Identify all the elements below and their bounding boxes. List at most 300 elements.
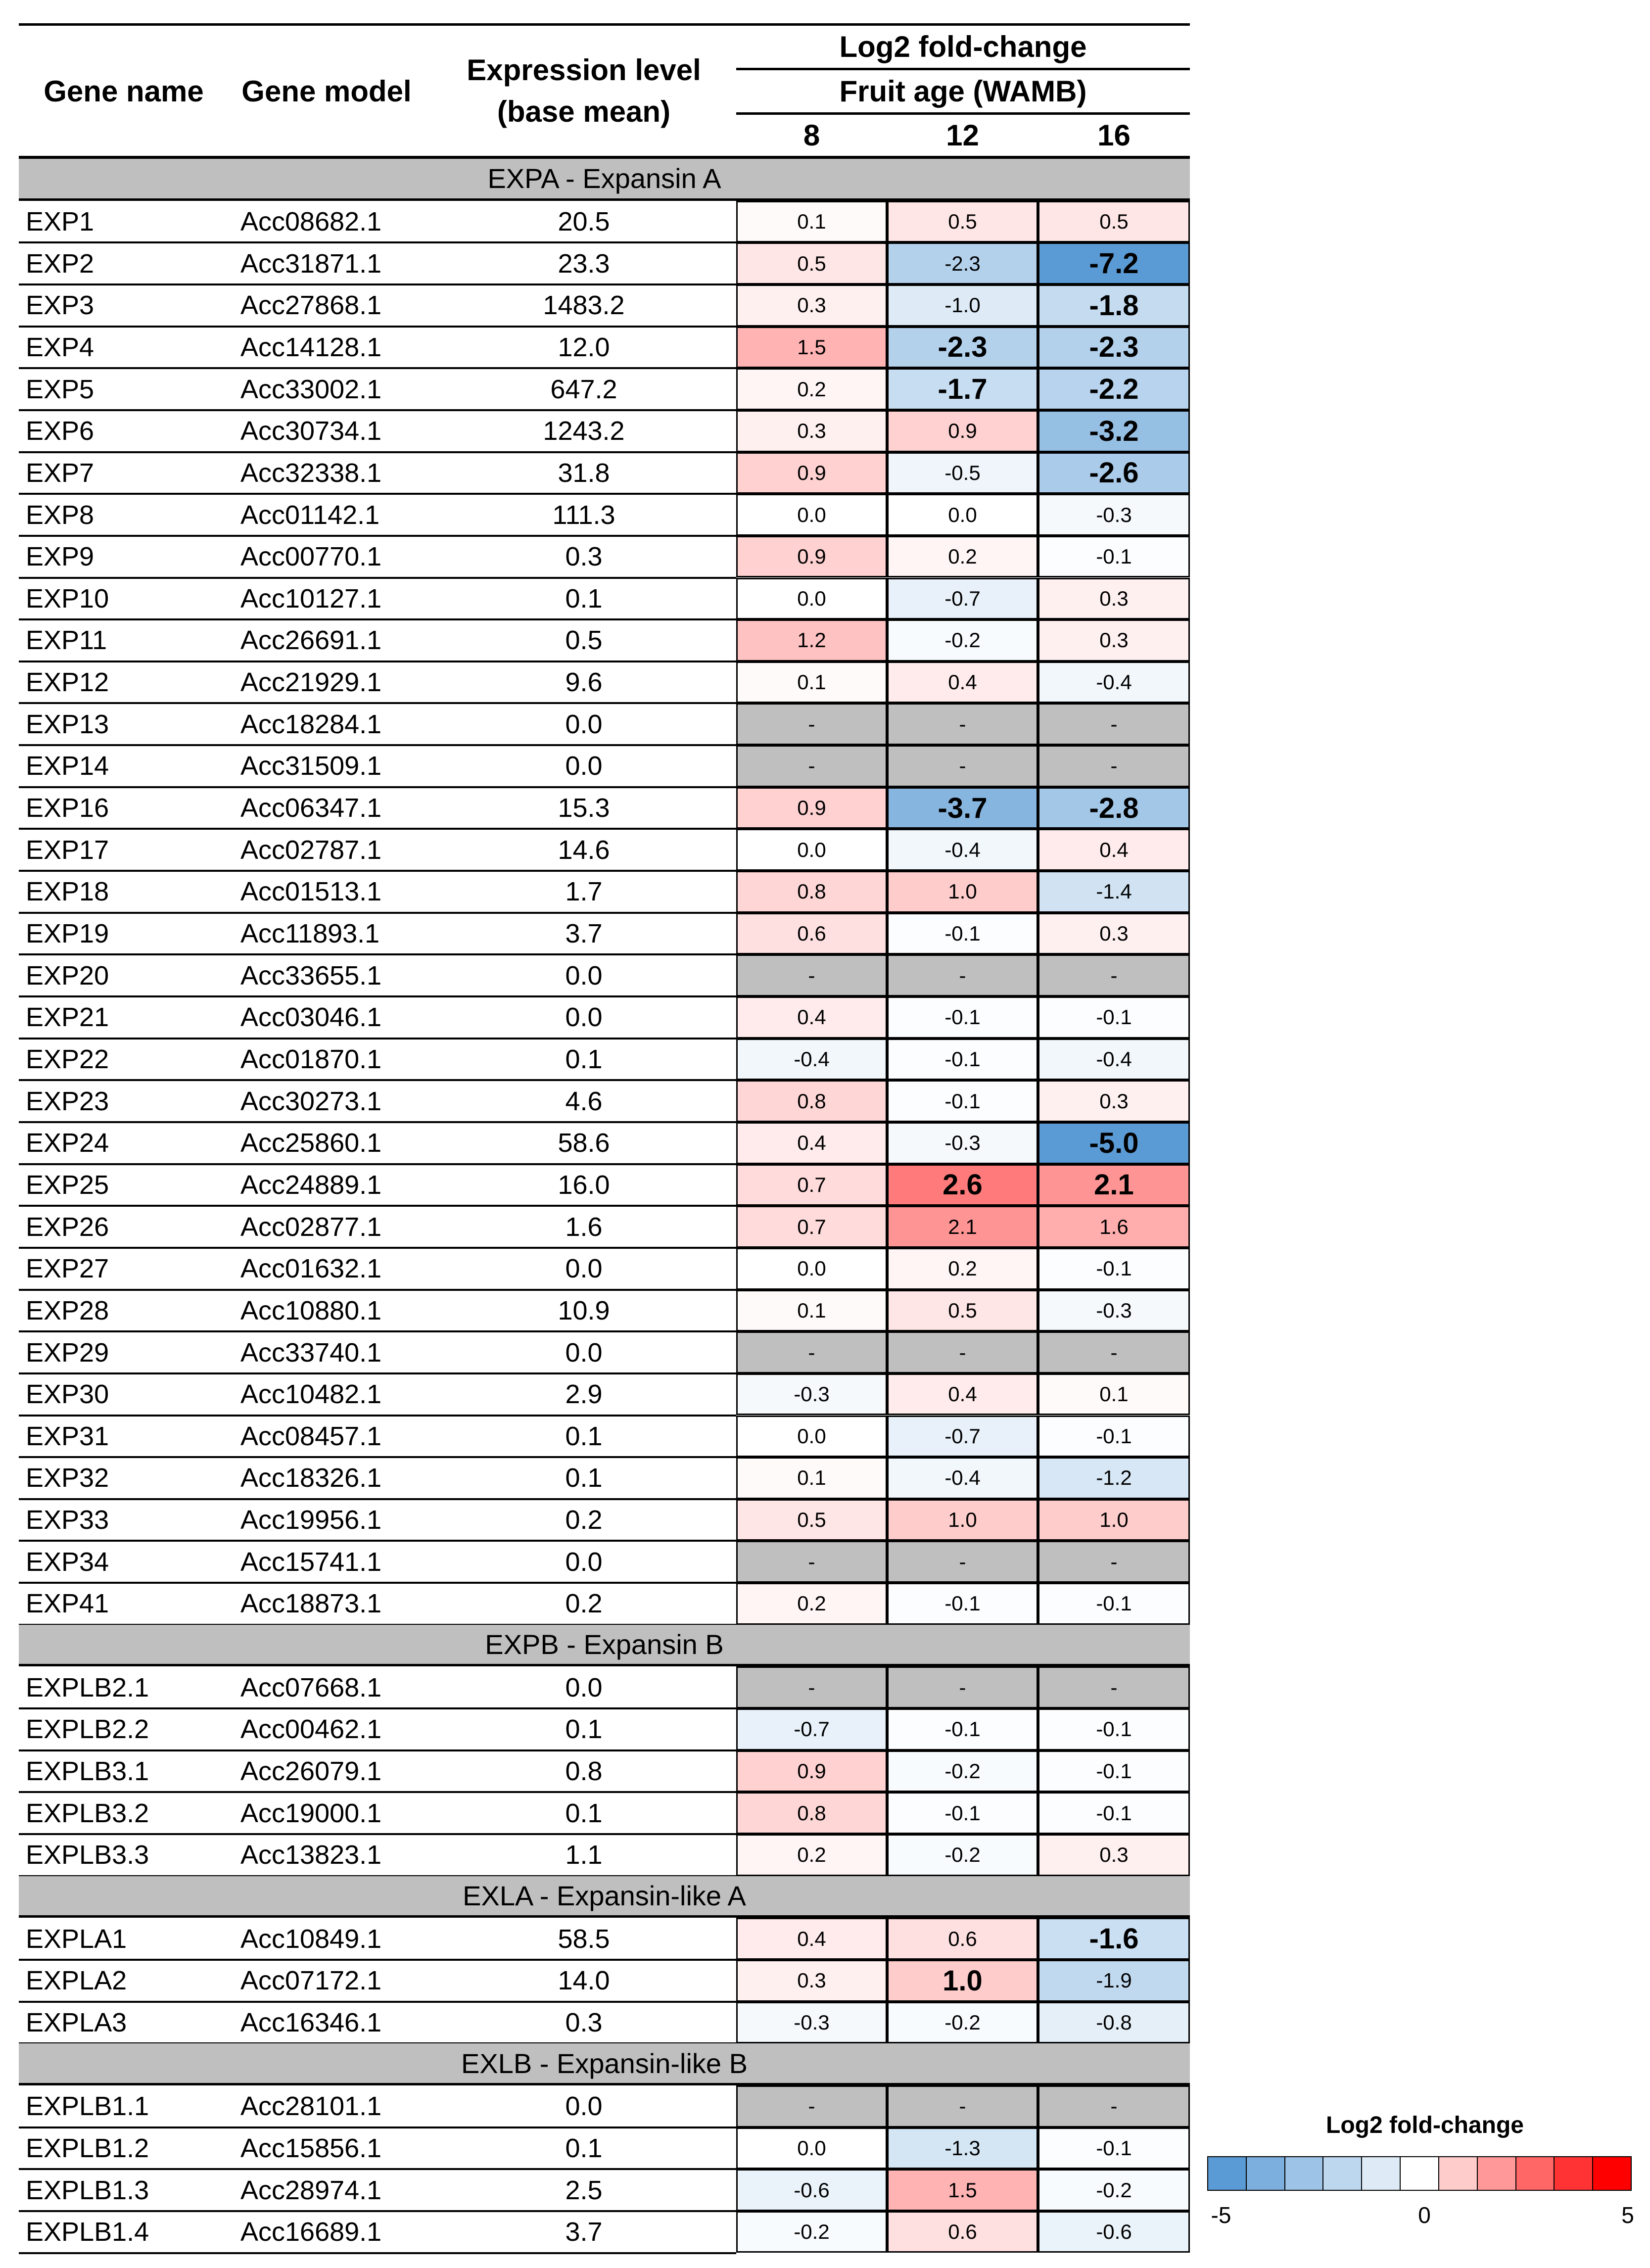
fold-change-cell: -0.3 xyxy=(1038,1290,1190,1332)
gene-name: EXP34 xyxy=(26,1547,109,1577)
fold-change-cell: - xyxy=(736,2085,887,2127)
gene-name: EXP7 xyxy=(26,458,94,488)
legend-swatch xyxy=(1247,2157,1285,2190)
legend-swatch xyxy=(1478,2157,1516,2190)
fold-change-cell: -0.1 xyxy=(1038,1248,1190,1290)
fold-change-cell: -1.8 xyxy=(1038,284,1190,327)
gene-name: EXP30 xyxy=(26,1379,109,1410)
gene-name: EXPLA3 xyxy=(26,2007,127,2037)
expression-level: 1483.2 xyxy=(543,290,625,321)
fold-change-cell: 0.4 xyxy=(887,662,1038,704)
fold-change-cell: -0.1 xyxy=(1038,1583,1190,1625)
gene-model: Acc15856.1 xyxy=(240,2133,382,2163)
expression-level: 0.0 xyxy=(565,960,603,991)
fold-change-cell: 0.1 xyxy=(736,1290,887,1332)
fold-change-cell: 1.0 xyxy=(887,1499,1038,1541)
fold-change-cell: - xyxy=(1038,2085,1190,2127)
gene-model: Acc25860.1 xyxy=(240,1128,382,1158)
fold-change-cell: -0.4 xyxy=(887,1457,1038,1499)
expression-level: 15.3 xyxy=(558,793,610,823)
expression-level: 2.5 xyxy=(565,2175,603,2205)
gene-name: EXP1 xyxy=(26,206,94,236)
fold-change-cell: - xyxy=(1038,745,1190,787)
fold-change-cell: - xyxy=(1038,1666,1190,1708)
fold-change-cell: 0.3 xyxy=(736,410,887,452)
gene-name: EXP21 xyxy=(26,1002,109,1033)
header-expression-label: Expression level xyxy=(467,53,701,87)
legend-swatch xyxy=(1593,2157,1631,2190)
gene-model: Acc18284.1 xyxy=(240,709,382,739)
gene-name: EXP6 xyxy=(26,416,94,446)
fold-change-cell: -0.1 xyxy=(1038,1708,1190,1750)
fold-change-cell: - xyxy=(1038,954,1190,996)
gene-model: Acc19956.1 xyxy=(240,1505,382,1535)
legend-swatch xyxy=(1323,2157,1362,2190)
fold-change-cell: 0.3 xyxy=(1038,1080,1190,1122)
gene-model: Acc06347.1 xyxy=(240,793,382,823)
fold-change-cell: -0.4 xyxy=(736,1039,887,1081)
gene-name: EXP41 xyxy=(26,1589,109,1619)
fold-change-cell: -0.7 xyxy=(887,1416,1038,1458)
gene-name: EXP28 xyxy=(26,1295,109,1325)
expression-level: 0.1 xyxy=(565,1463,603,1493)
gene-name: EXP25 xyxy=(26,1170,109,1200)
fold-change-cell: 0.3 xyxy=(1038,578,1190,620)
expression-level: 16.0 xyxy=(558,1170,610,1200)
fold-change-cell: 0.0 xyxy=(736,1248,887,1290)
fold-change-cell: -0.1 xyxy=(1038,1792,1190,1834)
gene-model: Acc19000.1 xyxy=(240,1798,382,1828)
expression-level: 111.3 xyxy=(552,500,615,530)
fold-change-cell: 0.4 xyxy=(736,996,887,1039)
fold-change-cell: -0.6 xyxy=(736,2169,887,2211)
fold-change-cell: - xyxy=(736,1331,887,1373)
header-gene-name: Gene name xyxy=(44,75,204,108)
fold-change-cell: 0.3 xyxy=(736,284,887,327)
fold-change-cell: - xyxy=(1038,1331,1190,1373)
fold-change-cell: - xyxy=(736,703,887,745)
expression-level: 10.9 xyxy=(558,1295,610,1325)
fold-change-cell: - xyxy=(887,1331,1038,1373)
fold-change-cell: - xyxy=(887,1666,1038,1708)
fold-change-cell: 0.1 xyxy=(736,201,887,243)
expression-level: 3.7 xyxy=(565,919,603,948)
fold-change-cell: 1.6 xyxy=(1038,1206,1190,1248)
fold-change-cell: 0.9 xyxy=(736,452,887,494)
fold-change-cell: - xyxy=(1038,703,1190,745)
expression-level: 0.1 xyxy=(565,583,603,614)
fold-change-cell: -0.1 xyxy=(1038,536,1190,578)
expression-level: 1.1 xyxy=(565,1840,603,1870)
gene-name: EXP9 xyxy=(26,542,94,572)
fold-change-cell: -0.3 xyxy=(1038,494,1190,536)
legend-swatch xyxy=(1439,2157,1478,2190)
header-expression-unit: (base mean) xyxy=(497,95,671,128)
fold-change-cell: 0.8 xyxy=(736,1080,887,1122)
fold-change-cell: 0.5 xyxy=(736,1499,887,1541)
expression-level: 0.0 xyxy=(565,709,603,739)
fold-change-cell: -2.3 xyxy=(1038,327,1190,369)
fold-change-cell: 0.2 xyxy=(736,1583,887,1625)
fold-change-cell: 0.9 xyxy=(887,410,1038,452)
fold-change-cell: -2.3 xyxy=(887,242,1038,284)
fold-change-cell: 0.3 xyxy=(1038,913,1190,955)
fold-change-cell: -0.5 xyxy=(887,452,1038,494)
expression-level: 1243.2 xyxy=(543,416,625,446)
legend-title: Log2 fold-change xyxy=(1326,2112,1524,2138)
fold-change-cell: 2.1 xyxy=(1038,1164,1190,1206)
header-age-8: 8 xyxy=(803,118,820,152)
gene-name: EXPLB2.2 xyxy=(26,1714,149,1745)
gene-name: EXP3 xyxy=(26,290,94,321)
expression-level: 4.6 xyxy=(565,1086,603,1116)
fold-change-cell: 0.9 xyxy=(736,1750,887,1793)
gene-model: Acc31871.1 xyxy=(240,248,382,279)
fold-change-cell: -1.9 xyxy=(1038,1960,1190,2002)
fold-change-cell: -3.2 xyxy=(1038,410,1190,452)
expression-level: 58.5 xyxy=(558,1924,610,1954)
expression-level: 31.8 xyxy=(558,458,610,488)
expression-level: 0.2 xyxy=(565,1505,603,1535)
fold-change-cell: -0.1 xyxy=(887,1708,1038,1750)
expression-level: 3.7 xyxy=(565,2217,603,2247)
fold-change-cell: 1.5 xyxy=(736,327,887,369)
expression-level: 0.0 xyxy=(565,1672,603,1702)
fold-change-cell: -0.2 xyxy=(887,619,1038,662)
header-gene-model: Gene model xyxy=(241,75,412,108)
fold-change-cell: 0.0 xyxy=(736,1416,887,1458)
header-fruit-age: Fruit age (WAMB) xyxy=(839,74,1087,108)
fold-change-cell: - xyxy=(887,1541,1038,1583)
fold-change-cell: -2.6 xyxy=(1038,452,1190,494)
fold-change-cell: -1.2 xyxy=(1038,1457,1190,1499)
expression-level: 0.8 xyxy=(565,1756,603,1786)
gene-model: Acc08682.1 xyxy=(240,206,382,236)
fold-change-cell: -3.7 xyxy=(887,787,1038,829)
gene-model: Acc33740.1 xyxy=(240,1337,382,1368)
gene-model: Acc15741.1 xyxy=(240,1547,382,1577)
gene-model: Acc11893.1 xyxy=(240,919,380,948)
expression-level: 2.9 xyxy=(565,1379,603,1410)
fold-change-cell: - xyxy=(887,745,1038,787)
fold-change-cell: 0.1 xyxy=(1038,1373,1190,1416)
expression-level: 0.0 xyxy=(565,1254,603,1284)
fold-change-cell: 0.2 xyxy=(887,1248,1038,1290)
gene-name: EXP2 xyxy=(26,248,94,279)
gene-model: Acc10127.1 xyxy=(240,583,382,614)
expression-level: 0.2 xyxy=(565,1589,603,1619)
fold-change-cell: -0.1 xyxy=(887,1792,1038,1834)
gene-model: Acc07668.1 xyxy=(240,1672,382,1702)
fold-change-cell: -0.6 xyxy=(1038,2211,1190,2253)
fold-change-cell: -2.8 xyxy=(1038,787,1190,829)
gene-model: Acc16346.1 xyxy=(240,2007,382,2037)
fold-change-cell: -0.1 xyxy=(1038,2127,1190,2170)
expression-level: 14.0 xyxy=(558,1966,610,1996)
group-header: EXPA - Expansin A xyxy=(19,159,1190,201)
expression-level: 0.1 xyxy=(565,1421,603,1451)
expression-level: 20.5 xyxy=(558,206,610,236)
gene-name: EXPLB3.1 xyxy=(26,1756,149,1786)
gene-name: EXP10 xyxy=(26,583,109,614)
gene-name: EXP27 xyxy=(26,1254,109,1284)
gene-name: EXP33 xyxy=(26,1505,109,1535)
gene-model: Acc18326.1 xyxy=(240,1463,382,1493)
fold-change-cell: -0.4 xyxy=(1038,662,1190,704)
expression-level: 0.1 xyxy=(565,2133,603,2163)
gene-model: Acc33002.1 xyxy=(240,374,382,404)
gene-name: EXPLA1 xyxy=(26,1924,127,1954)
fold-change-cell: - xyxy=(887,703,1038,745)
fold-change-cell: -0.7 xyxy=(887,578,1038,620)
legend-swatch xyxy=(1285,2157,1324,2190)
fold-change-cell: 0.6 xyxy=(887,1918,1038,1960)
expression-level: 14.6 xyxy=(558,835,610,865)
gene-name: EXP20 xyxy=(26,960,109,991)
expression-level: 1.7 xyxy=(565,877,603,907)
gene-name: EXP14 xyxy=(26,751,109,781)
fold-change-cell: -1.0 xyxy=(887,284,1038,327)
fold-change-cell: -2.3 xyxy=(887,327,1038,369)
gene-name: EXP12 xyxy=(26,667,109,698)
fold-change-cell: 0.1 xyxy=(736,1457,887,1499)
group-header: EXLB - Expansin-like B xyxy=(19,2043,1190,2085)
header-fold-change: Log2 fold-change xyxy=(839,30,1087,63)
fold-change-cell: 0.3 xyxy=(1038,619,1190,662)
gene-name: EXPLB1.1 xyxy=(26,2091,149,2122)
gene-model: Acc02877.1 xyxy=(240,1212,382,1242)
gene-name: EXP29 xyxy=(26,1337,109,1368)
gene-name: EXPLA2 xyxy=(26,1966,127,1996)
gene-name: EXPLB1.3 xyxy=(26,2175,149,2205)
gene-model: Acc01513.1 xyxy=(240,877,382,907)
fold-change-cell: 0.3 xyxy=(736,1960,887,2002)
gene-name: EXP16 xyxy=(26,793,109,823)
fold-change-cell: - xyxy=(887,954,1038,996)
fold-change-cell: -0.1 xyxy=(1038,1416,1190,1458)
legend-swatch xyxy=(1208,2157,1247,2190)
legend-swatch xyxy=(1362,2157,1401,2190)
expression-level: 0.1 xyxy=(565,1714,603,1745)
fold-change-cell: 0.9 xyxy=(736,536,887,578)
header-expression-level xyxy=(435,49,732,139)
fold-change-cell: -1.6 xyxy=(1038,1918,1190,1960)
gene-model: Acc01870.1 xyxy=(240,1044,382,1074)
gene-name: EXPLB3.3 xyxy=(26,1840,149,1870)
fold-change-cell: 0.0 xyxy=(736,829,887,871)
fold-change-cell: -0.1 xyxy=(887,913,1038,955)
fold-change-cell: 0.4 xyxy=(887,1373,1038,1416)
fold-change-cell: 0.7 xyxy=(736,1164,887,1206)
fold-change-cell: 0.0 xyxy=(736,494,887,536)
gene-model: Acc01142.1 xyxy=(240,500,380,530)
fold-change-cell: - xyxy=(736,1666,887,1708)
expression-level: 647.2 xyxy=(550,374,617,404)
fold-change-cell: 1.5 xyxy=(887,2169,1038,2211)
gene-name: EXP19 xyxy=(26,919,109,948)
gene-model: Acc32338.1 xyxy=(240,458,382,488)
fold-change-cell: 0.4 xyxy=(736,1122,887,1164)
fold-change-cell: 0.1 xyxy=(736,662,887,704)
gene-model: Acc10849.1 xyxy=(240,1924,382,1954)
gene-model: Acc00770.1 xyxy=(240,542,382,572)
gene-model: Acc14128.1 xyxy=(240,332,382,362)
fold-change-cell: -0.2 xyxy=(1038,2169,1190,2211)
fold-change-cell: - xyxy=(1038,1541,1190,1583)
fold-change-cell: -0.2 xyxy=(887,2002,1038,2044)
expression-level: 0.1 xyxy=(565,1798,603,1828)
fold-change-cell: -1.3 xyxy=(887,2127,1038,2170)
gene-model: Acc31509.1 xyxy=(240,751,382,781)
gene-model: Acc02787.1 xyxy=(240,835,382,865)
gene-name: EXP5 xyxy=(26,374,94,404)
fold-change-cell: -0.1 xyxy=(1038,1750,1190,1793)
gene-model: Acc26079.1 xyxy=(240,1756,382,1786)
fold-change-cell: 0.0 xyxy=(736,578,887,620)
fold-change-cell: 0.5 xyxy=(1038,201,1190,243)
gene-model: Acc07172.1 xyxy=(240,1966,382,1996)
fold-change-cell: 0.8 xyxy=(736,871,887,913)
gene-name: EXP26 xyxy=(26,1212,109,1242)
expression-level: 0.0 xyxy=(565,2091,603,2122)
expression-level: 0.0 xyxy=(565,1337,603,1368)
fold-change-cell: -7.2 xyxy=(1038,242,1190,284)
legend-max-label: 5 xyxy=(1621,2202,1634,2228)
row-divider xyxy=(19,2252,736,2254)
gene-name: EXPLB1.2 xyxy=(26,2133,149,2163)
fold-change-cell: 0.9 xyxy=(736,787,887,829)
fold-change-cell: -0.3 xyxy=(887,1122,1038,1164)
header-age-12: 12 xyxy=(946,118,979,152)
fold-change-cell: -0.3 xyxy=(736,1373,887,1416)
gene-name: EXPLB3.2 xyxy=(26,1798,149,1828)
gene-model: Acc26691.1 xyxy=(240,625,382,656)
expression-level: 9.6 xyxy=(565,667,603,698)
gene-model: Acc28974.1 xyxy=(240,2175,382,2205)
fold-change-cell: 0.0 xyxy=(887,494,1038,536)
fold-change-cell: 0.8 xyxy=(736,1792,887,1834)
fold-change-cell: 0.6 xyxy=(887,2211,1038,2253)
expression-level: 23.3 xyxy=(558,248,610,279)
gene-model: Acc01632.1 xyxy=(240,1254,382,1284)
fold-change-cell: -0.1 xyxy=(887,1583,1038,1625)
fold-change-cell: -0.4 xyxy=(887,829,1038,871)
expression-level: 12.0 xyxy=(558,332,610,362)
fold-change-cell: -0.8 xyxy=(1038,2002,1190,2044)
fold-change-cell: 0.5 xyxy=(887,201,1038,243)
fold-change-cell: 0.2 xyxy=(887,536,1038,578)
fold-change-cell: - xyxy=(887,2085,1038,2127)
fold-change-cell: 0.4 xyxy=(736,1918,887,1960)
gene-name: EXP18 xyxy=(26,877,109,907)
gene-name: EXP17 xyxy=(26,835,109,865)
fold-change-cell: 0.5 xyxy=(736,242,887,284)
fold-change-cell: -1.7 xyxy=(887,368,1038,410)
gene-model: Acc24889.1 xyxy=(240,1170,382,1200)
fold-change-cell: -0.2 xyxy=(887,1834,1038,1876)
fold-change-cell: 0.2 xyxy=(736,368,887,410)
gene-model: Acc10880.1 xyxy=(240,1295,382,1325)
gene-model: Acc27868.1 xyxy=(240,290,382,321)
gene-model: Acc00462.1 xyxy=(240,1714,382,1745)
gene-model: Acc33655.1 xyxy=(240,960,382,991)
fold-change-cell: -0.2 xyxy=(887,1750,1038,1793)
fold-change-cell: 1.0 xyxy=(1038,1499,1190,1541)
fold-change-cell: 1.0 xyxy=(887,871,1038,913)
gene-model: Acc30273.1 xyxy=(240,1086,382,1116)
expression-level: 0.1 xyxy=(565,1044,603,1074)
expression-level: 0.3 xyxy=(565,2007,603,2037)
gene-name: EXP4 xyxy=(26,332,94,362)
gene-name: EXPLB1.4 xyxy=(26,2217,149,2247)
fold-change-cell: -5.0 xyxy=(1038,1122,1190,1164)
fold-change-cell: 0.2 xyxy=(736,1834,887,1876)
legend-swatch xyxy=(1401,2157,1439,2190)
legend-color-scale xyxy=(1207,2156,1632,2191)
fold-change-cell: -1.4 xyxy=(1038,871,1190,913)
gene-model: Acc03046.1 xyxy=(240,1002,382,1033)
gene-model: Acc30734.1 xyxy=(240,416,382,446)
gene-name: EXP8 xyxy=(26,500,94,530)
fold-change-cell: 1.0 xyxy=(887,1960,1038,2002)
fold-change-cell: -0.1 xyxy=(887,1039,1038,1081)
expression-level: 0.0 xyxy=(565,751,603,781)
group-header: EXLA - Expansin-like A xyxy=(19,1876,1190,1918)
fold-change-cell: -0.1 xyxy=(887,1080,1038,1122)
gene-name: EXP32 xyxy=(26,1463,109,1493)
gene-name: EXPLB2.1 xyxy=(26,1672,149,1702)
fold-change-cell: 0.5 xyxy=(887,1290,1038,1332)
legend-mid-label: 0 xyxy=(1418,2202,1431,2228)
expression-level: 0.0 xyxy=(565,1002,603,1033)
expression-level: 0.3 xyxy=(565,542,603,572)
gene-model: Acc13823.1 xyxy=(240,1840,382,1870)
expression-level: 0.5 xyxy=(565,625,603,656)
group-header: EXPB - Expansin B xyxy=(19,1625,1190,1667)
fold-change-cell: 2.6 xyxy=(887,1164,1038,1206)
fold-change-cell: -2.2 xyxy=(1038,368,1190,410)
fold-change-cell: 0.3 xyxy=(1038,1834,1190,1876)
fold-change-cell: -0.7 xyxy=(736,1708,887,1750)
gene-name: EXP11 xyxy=(26,625,107,656)
fold-change-cell: - xyxy=(736,745,887,787)
fold-change-cell: -0.4 xyxy=(1038,1039,1190,1081)
gene-name: EXP13 xyxy=(26,709,109,739)
gene-model: Acc21929.1 xyxy=(240,667,382,698)
gene-name: EXP31 xyxy=(26,1421,109,1451)
gene-name: EXP23 xyxy=(26,1086,109,1116)
fold-change-cell: -0.3 xyxy=(736,2002,887,2044)
fold-change-cell: 2.1 xyxy=(887,1206,1038,1248)
legend-min-label: -5 xyxy=(1211,2202,1231,2228)
fold-change-cell: 0.7 xyxy=(736,1206,887,1248)
gene-model: Acc08457.1 xyxy=(240,1421,382,1451)
fold-change-cell: 0.0 xyxy=(736,2127,887,2170)
fold-change-cell: - xyxy=(736,954,887,996)
fold-change-cell: -0.1 xyxy=(1038,996,1190,1039)
expression-level: 1.6 xyxy=(565,1212,603,1242)
fold-change-cell: 0.4 xyxy=(1038,829,1190,871)
fold-change-cell: -0.2 xyxy=(736,2211,887,2253)
fold-change-cell: 1.2 xyxy=(736,619,887,662)
gene-model: Acc18873.1 xyxy=(240,1589,382,1619)
gene-model: Acc28101.1 xyxy=(240,2091,382,2122)
gene-name: EXP22 xyxy=(26,1044,109,1074)
fold-change-cell: - xyxy=(736,1541,887,1583)
gene-name: EXP24 xyxy=(26,1128,109,1158)
expression-level: 58.6 xyxy=(558,1128,610,1158)
legend-swatch xyxy=(1516,2157,1555,2190)
